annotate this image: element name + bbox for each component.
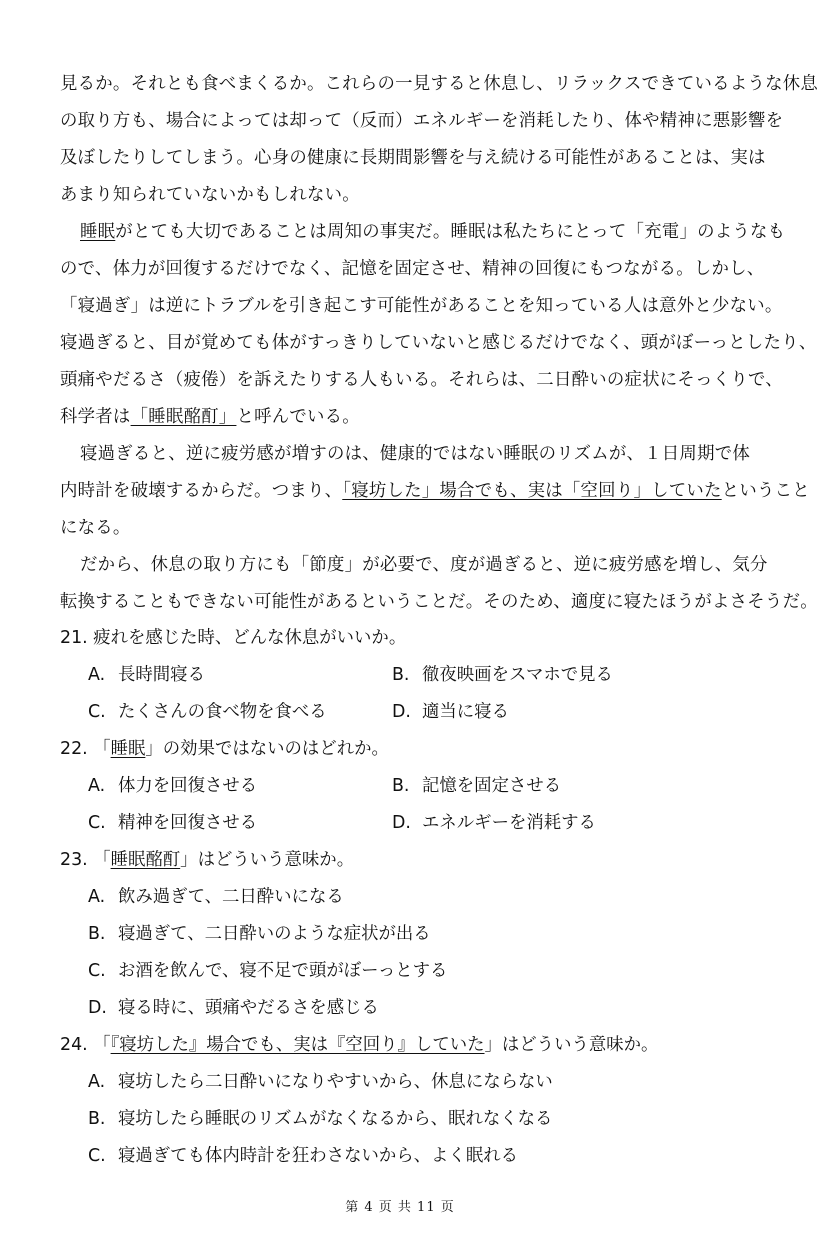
passage-paragraph-4 (60, 547, 818, 621)
passage-line: 寝過ぎると、目が覚めても体がすっきりしていないと感じるだけでなく、頭がぼーっとしたり、 (60, 333, 817, 353)
underlined-term: 睡眠酩酊 (110, 850, 181, 870)
q23-option-c[interactable]: C. お酒を飲んで、寝不足で頭がぼーっとする (88, 961, 448, 981)
passage-line: の取り方も、場合によっては却って（反而）エネルギーを消耗したり、体や精神に悪影響を (60, 111, 784, 131)
underlined-phrase: 「寝坊した」場合でも、実は「空回り」していた (342, 481, 722, 501)
passage-line: 「寝過ぎ」は逆にトラブルを引き起こす可能性があることを知っている人は意外と少ない。 (60, 296, 783, 316)
q22-option-d[interactable]: D. エネルギーを消耗する (392, 813, 596, 833)
passage-paragraph-1 (60, 66, 818, 214)
passage-line: ので、体力が回復するだけでなく、記憶を固定させ、精神の回復にもつながる。しかし、 (60, 259, 765, 279)
underlined-phrase: 『寝坊した』場合でも、実は『空回り』していた (110, 1035, 485, 1055)
q24-option-a[interactable]: A. 寝坊したら二日酔いになりやすいから、休息にならない (88, 1072, 553, 1092)
q22-option-b[interactable]: B. 記憶を固定させる (392, 776, 562, 796)
q21-option-d[interactable]: D. 適当に寝る (392, 702, 509, 722)
passage-line: になる。 (60, 518, 131, 538)
q24-option-c[interactable]: C. 寝過ぎても体内時計を狂わさないから、よく眠れる (88, 1146, 518, 1166)
underlined-term: 睡眠 (80, 222, 116, 242)
passage-line: だから、休息の取り方にも「節度」が必要で、度が過ぎると、逆に疲労感を増し、気分 (80, 555, 768, 575)
underlined-term: 睡眠 (110, 739, 146, 759)
q21-option-b[interactable]: B. 徹夜映画をスマホで見る (392, 665, 613, 685)
q21-option-c[interactable]: C. たくさんの食べ物を食べる (88, 702, 327, 722)
q23-option-b[interactable]: B. 寝過ぎて、二日酔いのような症状が出る (88, 924, 431, 944)
q22-option-a[interactable]: A. 体力を回復させる (88, 776, 258, 796)
passage-line: 内時計を破壊するからだ。つまり、「寝坊した」場合でも、実は「空回り」していたということ (60, 481, 810, 501)
passage-paragraph-3 (60, 436, 810, 547)
underlined-term: 「睡眠酩酊」 (130, 407, 237, 427)
passage-line: 頭痛やだるさ（疲倦）を訴えたりする人もいる。それらは、二日酔いの症状にそっくりで、 (60, 370, 783, 390)
q24-option-b[interactable]: B. 寝坊したら睡眠のリズムがなくなるから、眠れなくなる (88, 1109, 553, 1129)
passage-line: 転換することもできない可能性があるということだ。そのため、適度に寝たほうがよさそうだ。 (60, 592, 818, 612)
passage-line: 寝過ぎると、逆に疲労感が増すのは、健康的ではない睡眠のリズムが、１日周期で体 (80, 444, 750, 464)
question-24-stem: 24. 「『寝坊した』場合でも、実は『空回り』していた」はどういう意味か。 (60, 1035, 659, 1055)
q21-option-a[interactable]: A. 長時間寝る (88, 665, 205, 685)
passage-line: 睡眠がとても大切であることは周知の事実だ。睡眠は私たちにとって「充電」のようなも (80, 222, 786, 242)
question-22-stem: 22. 「睡眠」の効果ではないのはどれか。 (60, 739, 389, 759)
passage-paragraph-2 (60, 214, 817, 436)
q23-option-a[interactable]: A. 飲み過ぎて、二日酔いになる (88, 887, 344, 907)
question-21-stem: 21. 疲れを感じた時、どんな休息がいいか。 (60, 628, 407, 648)
page-footer: 第 4 页 共 11 页 (345, 1200, 455, 1215)
passage-line: 及ぼしたりしてしまう。心身の健康に長期間影響を与え続ける可能性があることは、実は (60, 148, 766, 168)
passage-line: 見るか。それとも食べまくるか。これらの一見すると休息し、リラックスできているような休息 (60, 74, 818, 94)
q22-option-c[interactable]: C. 精神を回復させる (88, 813, 258, 833)
passage-line: 科学者は「睡眠酩酊」と呼んでいる。 (60, 407, 360, 427)
q23-option-d[interactable]: D. 寝る時に、頭痛やだるさを感じる (88, 998, 379, 1018)
question-23-stem: 23. 「睡眠酩酊」はどういう意味か。 (60, 850, 355, 870)
passage-line: あまり知られていないかもしれない。 (60, 185, 360, 205)
